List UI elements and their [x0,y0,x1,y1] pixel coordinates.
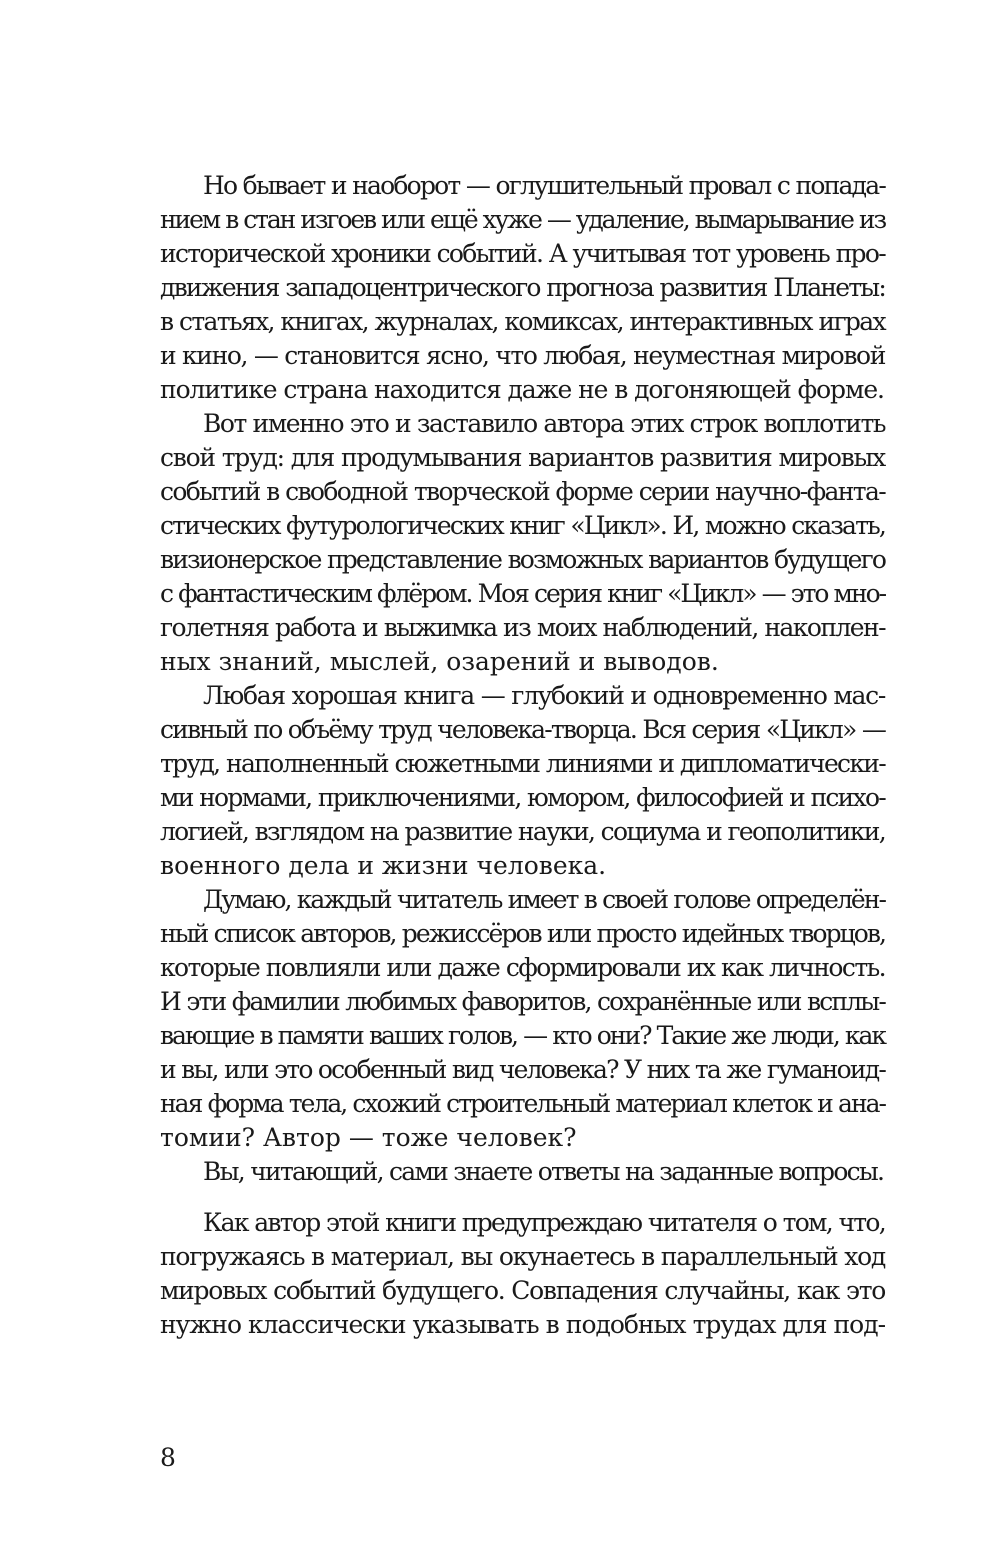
page-number: 8 [160,1443,176,1472]
paragraph-line: политике страна находится даже не в догоняющей форме. [160,375,884,404]
paragraph-line: погружаясь в материал, вы окунаетесь в параллельный ход [160,1242,885,1271]
paragraph-line: Но бывает и наоборот — оглушительный провал с попада- [203,171,885,200]
paragraph-line: и кино, — становится ясно, что любая, неуместная мировой [160,341,885,370]
paragraph-line: движения западоцентрического прогноза развития Планеты: [160,273,885,302]
paragraph-line: военного дела и жизни человека. [160,851,607,880]
paragraph-line: Как автор этой книги предупреждаю читателя о том, что, [203,1208,885,1237]
paragraph-line: И эти фамилии любимых фаворитов, сохранённые или всплы- [160,987,885,1016]
paragraph-line: голетняя работа и выжимка из моих наблюдений, накоплен- [160,613,885,642]
paragraph-line: в статьях, книгах, журналах, комиксах, интерактивных играх [160,307,885,336]
paragraph-line: визионерское представление возможных вариантов будущего [160,545,885,574]
secondary-text-section [160,1206,885,1342]
paragraph-line: сивный по объёму труд человека-творца. Вся серия «Цикл» — [160,715,885,744]
paragraph-line: ный список авторов, режиссёров или просто идейных творцов, [160,919,885,948]
paragraph-line: ных знаний, мыслей, озарений и выводов. [160,647,719,676]
paragraph-line: с фантастическим флёром. Моя серия книг «Цикл» — это мно- [160,579,885,608]
paragraph-line: вающие в памяти ваших голов, — кто они? Такие же люди, как [160,1021,885,1050]
paragraph-line: мировых событий будущего. Совпадения случайны, как это [160,1276,885,1305]
paragraph-line: логией, взглядом на развитие науки, социума и геополитики, [160,817,885,846]
paragraph-line: ми нормами, приключениями, юмором, философией и психо- [160,783,885,812]
paragraph-line: событий в свободной творческой форме серии научно-фанта- [160,477,885,506]
paragraph-line: и вы, или это особенный вид человека? У них та же гуманоид- [160,1055,885,1084]
paragraph-line: стических футурологических книг «Цикл». И, можно сказать, [160,511,885,540]
paragraph-line: нием в стан изгоев или ещё хуже — удаление, вымарывание из [160,205,885,234]
paragraph-line: Вы, читающий, сами знаете ответы на заданные вопросы. [203,1157,884,1186]
paragraph-line: ная форма тела, схожий строительный материал клеток и ана- [160,1089,885,1118]
paragraph-line: исторической хроники событий. А учитывая тот уровень про- [160,239,885,268]
main-text-section [160,169,885,1189]
paragraph-line: Вот именно это и заставило автора этих строк воплотить [203,409,885,438]
paragraph-line: свой труд: для продумывания вариантов развития мировых [160,443,885,472]
paragraph-line: труд, наполненный сюжетными линиями и дипломатически- [160,749,885,778]
paragraph-line: томии? Автор — тоже человек? [160,1123,577,1152]
paragraph-line: которые повлияли или даже сформировали их как личность. [160,953,885,982]
paragraph-line: Думаю, каждый читатель имеет в своей голове определён- [203,885,885,914]
paragraph-line: Любая хорошая книга — глубокий и одновременно мас- [203,681,885,710]
paragraph-line: нужно классически указывать в подобных трудах для под- [160,1310,885,1339]
